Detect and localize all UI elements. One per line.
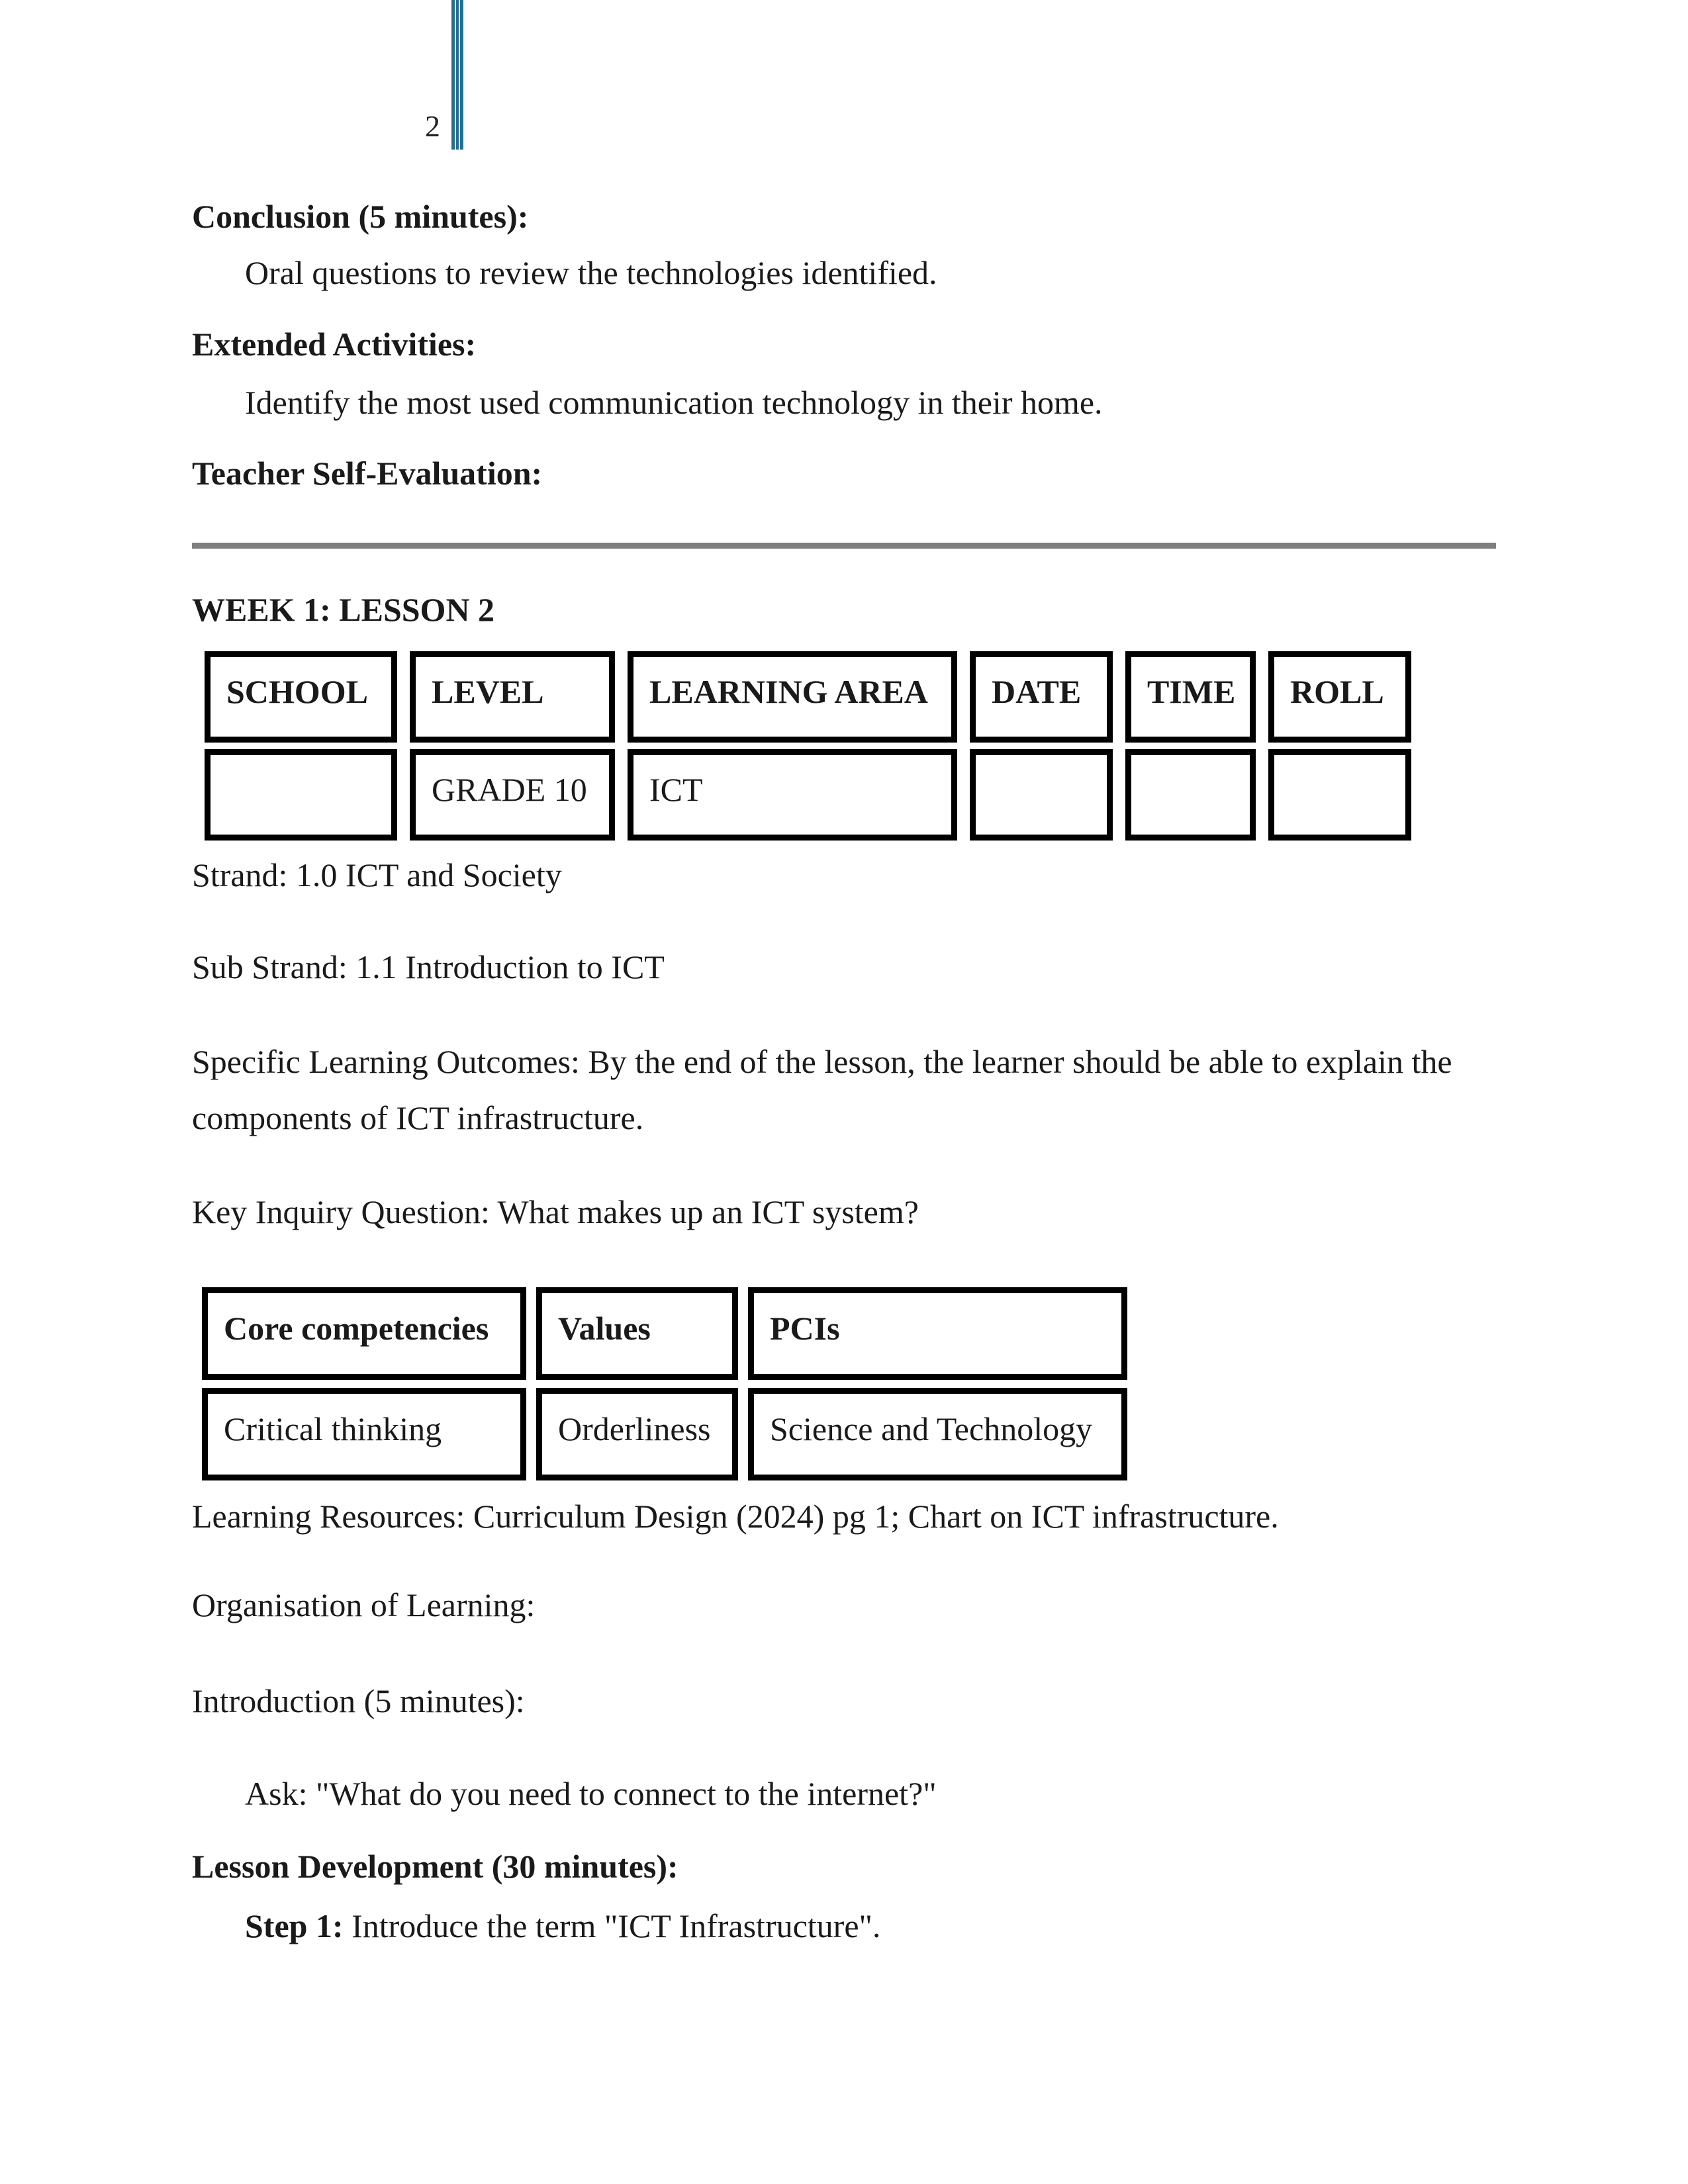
info-header-roll: ROLL [1268,651,1411,743]
info-header-date: DATE [970,651,1113,743]
strand: Strand: 1.0 ICT and Society [192,856,562,893]
step-1-label: Step 1: [245,1907,344,1944]
info-header-level: LEVEL [410,651,615,743]
info-cell-school [205,749,397,841]
info-header-school: SCHOOL [205,651,397,743]
info-header-learning-area: LEARNING AREA [628,651,957,743]
table-row [202,1388,1127,1480]
key-inquiry-question: Key Inquiry Question: What makes up an ICT system? [192,1193,919,1230]
competency-cell-values: Orderliness [536,1388,738,1480]
teacher-self-evaluation-heading: Teacher Self-Evaluation: [192,455,543,492]
introduction-heading: Introduction (5 minutes): [192,1682,525,1719]
step-1-text: Introduce the term "ICT Infrastructure". [343,1907,881,1944]
competency-header-core: Core competencies [202,1287,526,1380]
page-number: 2 [425,109,440,143]
info-cell-time [1125,749,1256,841]
competency-header-pcis: PCIs [748,1287,1127,1380]
competency-cell-pcis: Science and Technology [748,1388,1127,1480]
info-cell-learning-area: ICT [628,749,957,841]
table-row [202,1287,1127,1380]
competency-header-values: Values [536,1287,738,1380]
section-divider [192,543,1496,549]
info-cell-level: GRADE 10 [410,749,615,841]
info-header-time: TIME [1125,651,1256,743]
specific-learning-outcomes: Specific Learning Outcomes: By the end of the lesson, the learner should be able to explain the components of ICT infrastructure. [192,1043,1452,1136]
document-body [192,0,1499,1954]
table-row [205,749,1411,841]
info-cell-date [970,749,1113,841]
conclusion-body: Oral questions to review the technologies identified. [245,254,937,291]
lesson-title: WEEK 1: LESSON 2 [192,591,495,628]
learning-resources: Learning Resources: Curriculum Design (2024) pg 1; Chart on ICT infrastructure. [192,1498,1279,1535]
lesson-development-heading: Lesson Development (30 minutes): [192,1848,679,1885]
organisation-of-learning: Organisation of Learning: [192,1586,536,1623]
competency-cell-core: Critical thinking [202,1388,526,1480]
extended-activities-body: Identify the most used communication technology in their home. [245,384,1103,421]
lesson-info-table [192,645,1424,847]
table-row [205,651,1411,743]
conclusion-heading: Conclusion (5 minutes): [192,198,529,235]
introduction-ask: Ask: "What do you need to connect to the internet?" [245,1775,937,1812]
extended-activities-heading: Extended Activities: [192,326,477,363]
info-cell-roll [1268,749,1411,841]
sub-strand: Sub Strand: 1.1 Introduction to ICT [192,948,665,985]
competency-table [192,1279,1137,1488]
step-1 [192,1898,1499,1954]
